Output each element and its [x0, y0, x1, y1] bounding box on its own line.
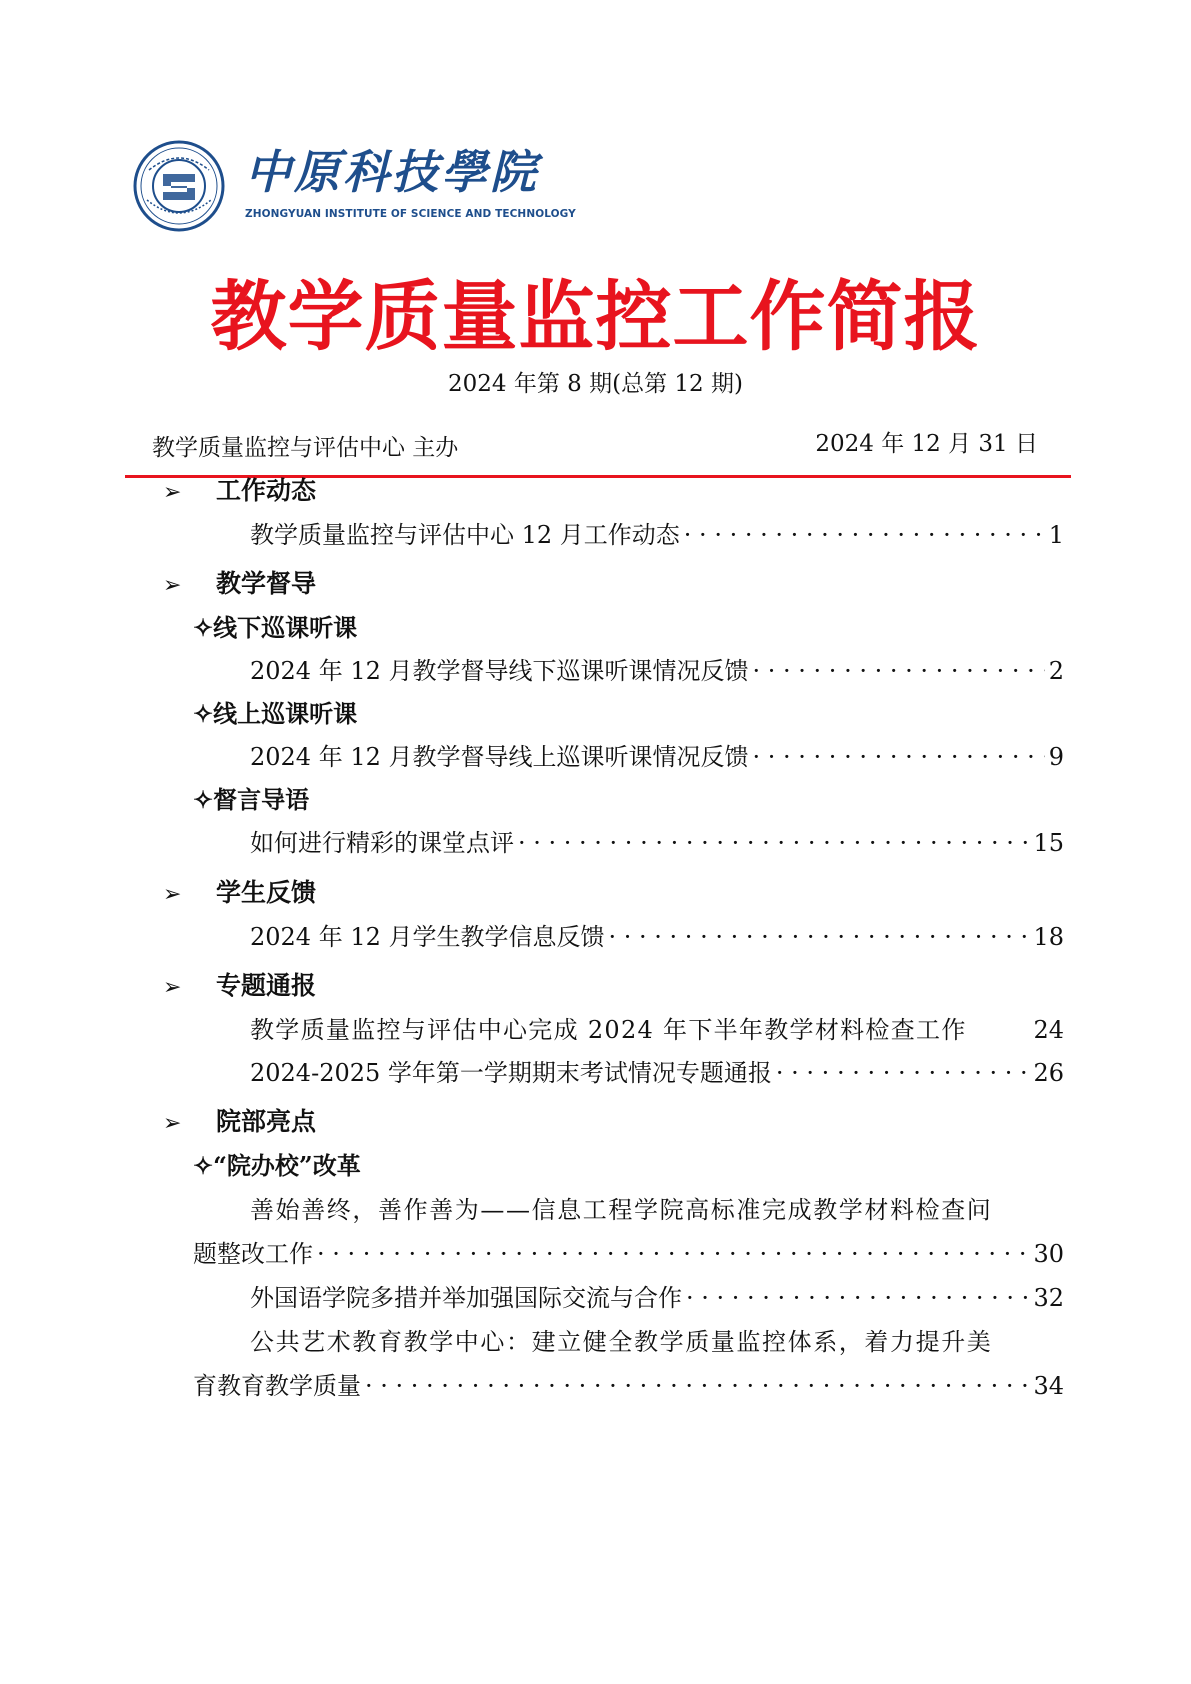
toc-subsection-supervisor-words[interactable]: ✧督言导语	[193, 785, 310, 814]
toc-subsection-online[interactable]: ✧线上巡课听课	[193, 699, 358, 728]
toc-entry-title: 2024 年 12 月教学督导线下巡课听课情况反馈	[250, 657, 749, 685]
toc-entry[interactable]	[193, 1369, 1064, 1403]
toc-entry[interactable]	[250, 654, 1064, 688]
toc-leader-dots	[317, 1237, 1029, 1271]
section-title: 工作动态	[216, 476, 317, 505]
issue-number: 2024 年第 8 期(总第 12 期)	[448, 371, 743, 397]
toc-entry-title-line1[interactable]: 善始善终，善作善为——信息工程学院高标准完成教学材料检查问	[250, 1196, 993, 1224]
section-title: 教学督导	[216, 569, 317, 598]
toc-entry[interactable]	[193, 1237, 1064, 1271]
toc-page-number: 15	[1033, 829, 1064, 857]
toc-entry-title: 外国语学院多措并举加强国际交流与合作	[250, 1284, 682, 1312]
toc-entry-title: 2024 年 12 月教学督导线上巡课听课情况反馈	[250, 743, 749, 771]
toc-leader-dots	[518, 826, 1029, 860]
toc-entry-title: 教学质量监控与评估中心 12 月工作动态	[250, 521, 680, 549]
college-logo	[133, 140, 576, 236]
toc-page-number: 32	[1033, 1284, 1064, 1312]
toc-entry[interactable]	[250, 1013, 1064, 1047]
toc-page-number: 1	[1048, 521, 1064, 549]
arrow-bullet-icon: ➢	[163, 573, 182, 598]
arrow-bullet-icon: ➢	[163, 882, 182, 907]
toc-leader-dots	[609, 920, 1030, 954]
toc-entry-title: 2024-2025 学年第一学期期末考试情况专题通报	[250, 1059, 772, 1087]
toc-page-number: 26	[1033, 1059, 1064, 1087]
toc-leader-dots	[753, 654, 1045, 688]
toc-section-work-news[interactable]	[163, 474, 316, 510]
toc-page-number: 9	[1048, 743, 1064, 771]
section-title: 院部亮点	[216, 1107, 317, 1136]
toc-entry-title-line2: 育教育教学质量	[193, 1372, 361, 1400]
toc-leader-dots	[776, 1056, 1030, 1090]
toc-entry[interactable]	[250, 518, 1064, 552]
toc-section-department-highlights[interactable]	[163, 1105, 316, 1141]
college-english-name: ZHONGYUAN INSTITUTE OF SCIENCE AND TECHNOLOGY	[245, 208, 576, 220]
page-title: 教学质量监控工作简报	[210, 272, 981, 361]
toc-entry-title-line2: 题整改工作	[193, 1240, 313, 1268]
toc-entry[interactable]	[250, 740, 1064, 774]
toc-subsection-offline[interactable]: ✧线下巡课听课	[193, 613, 358, 642]
toc-page-number: 18	[1033, 923, 1064, 951]
arrow-bullet-icon: ➢	[163, 975, 182, 1000]
toc-entry[interactable]	[250, 1056, 1064, 1090]
toc-page-number: 24	[1033, 1016, 1064, 1044]
toc-entry[interactable]	[250, 826, 1064, 860]
toc-leader-dots	[753, 740, 1045, 774]
toc-page-number: 2	[1048, 657, 1064, 685]
toc-leader-dots	[684, 518, 1045, 552]
toc-leader-dots	[365, 1369, 1029, 1403]
section-title: 学生反馈	[216, 878, 317, 907]
organizer: 教学质量监控与评估中心 主办	[152, 435, 459, 461]
college-name: 中原科技學院	[245, 145, 539, 199]
toc-page-number: 34	[1033, 1372, 1064, 1400]
toc-entry[interactable]	[250, 1281, 1064, 1315]
college-emblem-icon	[133, 140, 225, 232]
toc-section-special-report[interactable]	[163, 969, 316, 1005]
toc-section-supervision[interactable]	[163, 567, 316, 603]
toc-entry-title: 2024 年 12 月学生教学信息反馈	[250, 923, 605, 951]
toc-entry-title: 如何进行精彩的课堂点评	[250, 829, 514, 857]
arrow-bullet-icon: ➢	[163, 480, 182, 505]
toc-entry[interactable]	[250, 920, 1064, 954]
toc-section-student-feedback[interactable]	[163, 876, 316, 912]
toc-subsection-reform[interactable]: ✧“院办校”改革	[193, 1151, 361, 1180]
toc-entry-title: 教学质量监控与评估中心完成 2024 年下半年教学材料检查工作	[250, 1016, 967, 1044]
toc-entry-title-line1[interactable]: 公共艺术教育教学中心：建立健全教学质量监控体系，着力提升美	[250, 1328, 993, 1356]
section-title: 专题通报	[216, 971, 317, 1000]
arrow-bullet-icon: ➢	[163, 1111, 182, 1136]
toc-leader-dots	[686, 1281, 1029, 1315]
toc-page-number: 30	[1033, 1240, 1064, 1268]
publish-date: 2024 年 12 月 31 日	[815, 431, 1038, 457]
